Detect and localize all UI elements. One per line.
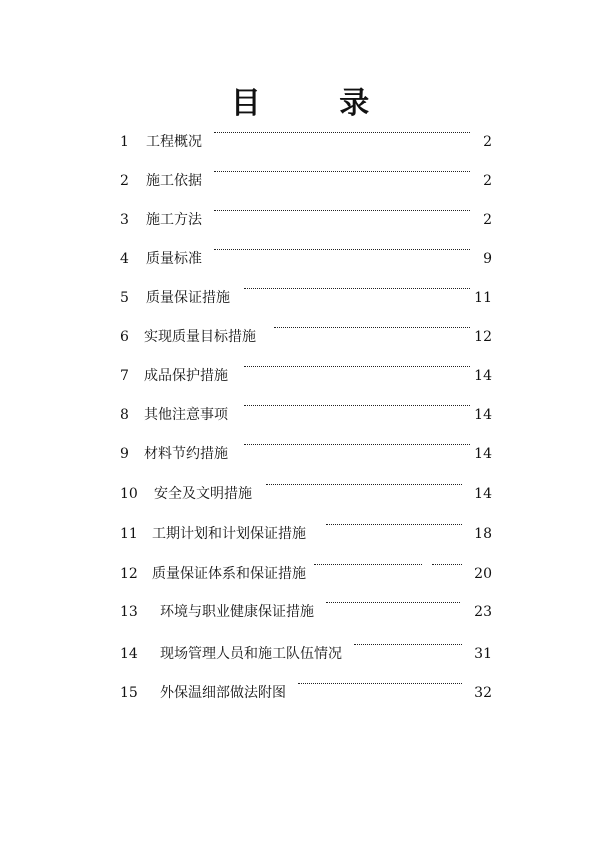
entry-title: 质量保证措施: [146, 290, 230, 306]
entry-title: 外保温细部做法附图: [160, 685, 286, 701]
entry-number: 12: [120, 566, 138, 582]
dot-leader: [244, 444, 470, 445]
entry-number: 6: [120, 329, 129, 345]
toc-entry: [120, 249, 492, 269]
entry-number: 2: [120, 173, 129, 189]
entry-page-number: 11: [474, 290, 492, 306]
entry-title: 工期计划和计划保证措施: [152, 526, 306, 542]
toc-entry: [120, 683, 492, 703]
entry-title: 其他注意事项: [144, 407, 228, 423]
entry-number: 15: [120, 685, 138, 701]
entry-title: 质量保证体系和保证措施: [152, 566, 306, 582]
entry-title: 环境与职业健康保证措施: [160, 604, 314, 620]
dot-leader: [244, 288, 470, 289]
entry-page-number: 14: [474, 407, 492, 423]
entry-title: 质量标准: [146, 251, 202, 267]
entry-number: 4: [120, 251, 129, 267]
dot-leader: [326, 602, 460, 603]
dot-leader: [274, 327, 470, 328]
entry-number: 8: [120, 407, 129, 423]
toc-entry: [120, 602, 492, 622]
entry-page-number: 14: [474, 486, 492, 502]
entry-page-number: 14: [474, 368, 492, 384]
page-title: 目 录: [230, 86, 404, 121]
entry-title: 施工方法: [146, 212, 202, 228]
toc-entry: [120, 564, 492, 584]
dot-leader: [244, 405, 470, 406]
dot-leader: [354, 644, 462, 645]
toc-entry: [120, 288, 492, 308]
toc-entry: [120, 132, 492, 152]
entry-number: 1: [120, 134, 129, 150]
dot-leader: [214, 132, 470, 133]
dot-leader: [214, 171, 470, 172]
entry-number: 10: [120, 486, 138, 502]
entry-title: 工程概况: [146, 134, 202, 150]
entry-page-number: 31: [474, 646, 492, 662]
dot-leader: [326, 524, 462, 525]
dot-leader: [314, 564, 422, 565]
toc-entry: [120, 327, 492, 347]
dot-leader: [214, 210, 470, 211]
entry-number: 3: [120, 212, 129, 228]
toc-entry: [120, 210, 492, 230]
dot-leader: [266, 484, 462, 485]
toc-entry: [120, 444, 492, 464]
toc-entry: [120, 405, 492, 425]
entry-page-number: 2: [483, 134, 492, 150]
entry-page-number: 9: [483, 251, 492, 267]
entry-page-number: 14: [474, 446, 492, 462]
entry-title: 成品保护措施: [144, 368, 228, 384]
entry-page-number: 12: [474, 329, 492, 345]
entry-page-number: 18: [474, 526, 492, 542]
entry-page-number: 2: [483, 212, 492, 228]
entry-number: 11: [120, 526, 138, 542]
entry-title: 安全及文明措施: [154, 486, 252, 502]
dot-leader: [432, 564, 462, 565]
entry-page-number: 32: [474, 685, 492, 701]
entry-title: 实现质量目标措施: [144, 329, 256, 345]
entry-number: 5: [120, 290, 129, 306]
entry-number: 7: [120, 368, 129, 384]
dot-leader: [244, 366, 470, 367]
entry-title: 施工依据: [146, 173, 202, 189]
entry-number: 9: [120, 446, 129, 462]
dot-leader: [214, 249, 470, 250]
entry-page-number: 20: [474, 566, 492, 582]
entry-title: 材料节约措施: [144, 446, 228, 462]
toc-entry: [120, 524, 492, 544]
dot-leader: [298, 683, 462, 684]
entry-number: 13: [120, 604, 138, 620]
entry-number: 14: [120, 646, 138, 662]
toc-entry: [120, 484, 492, 504]
toc-entry: [120, 644, 492, 664]
toc-entry: [120, 366, 492, 386]
entry-page-number: 2: [483, 173, 492, 189]
entry-title: 现场管理人员和施工队伍情况: [160, 646, 342, 662]
toc-entry: [120, 171, 492, 191]
entry-page-number: 23: [474, 604, 492, 620]
